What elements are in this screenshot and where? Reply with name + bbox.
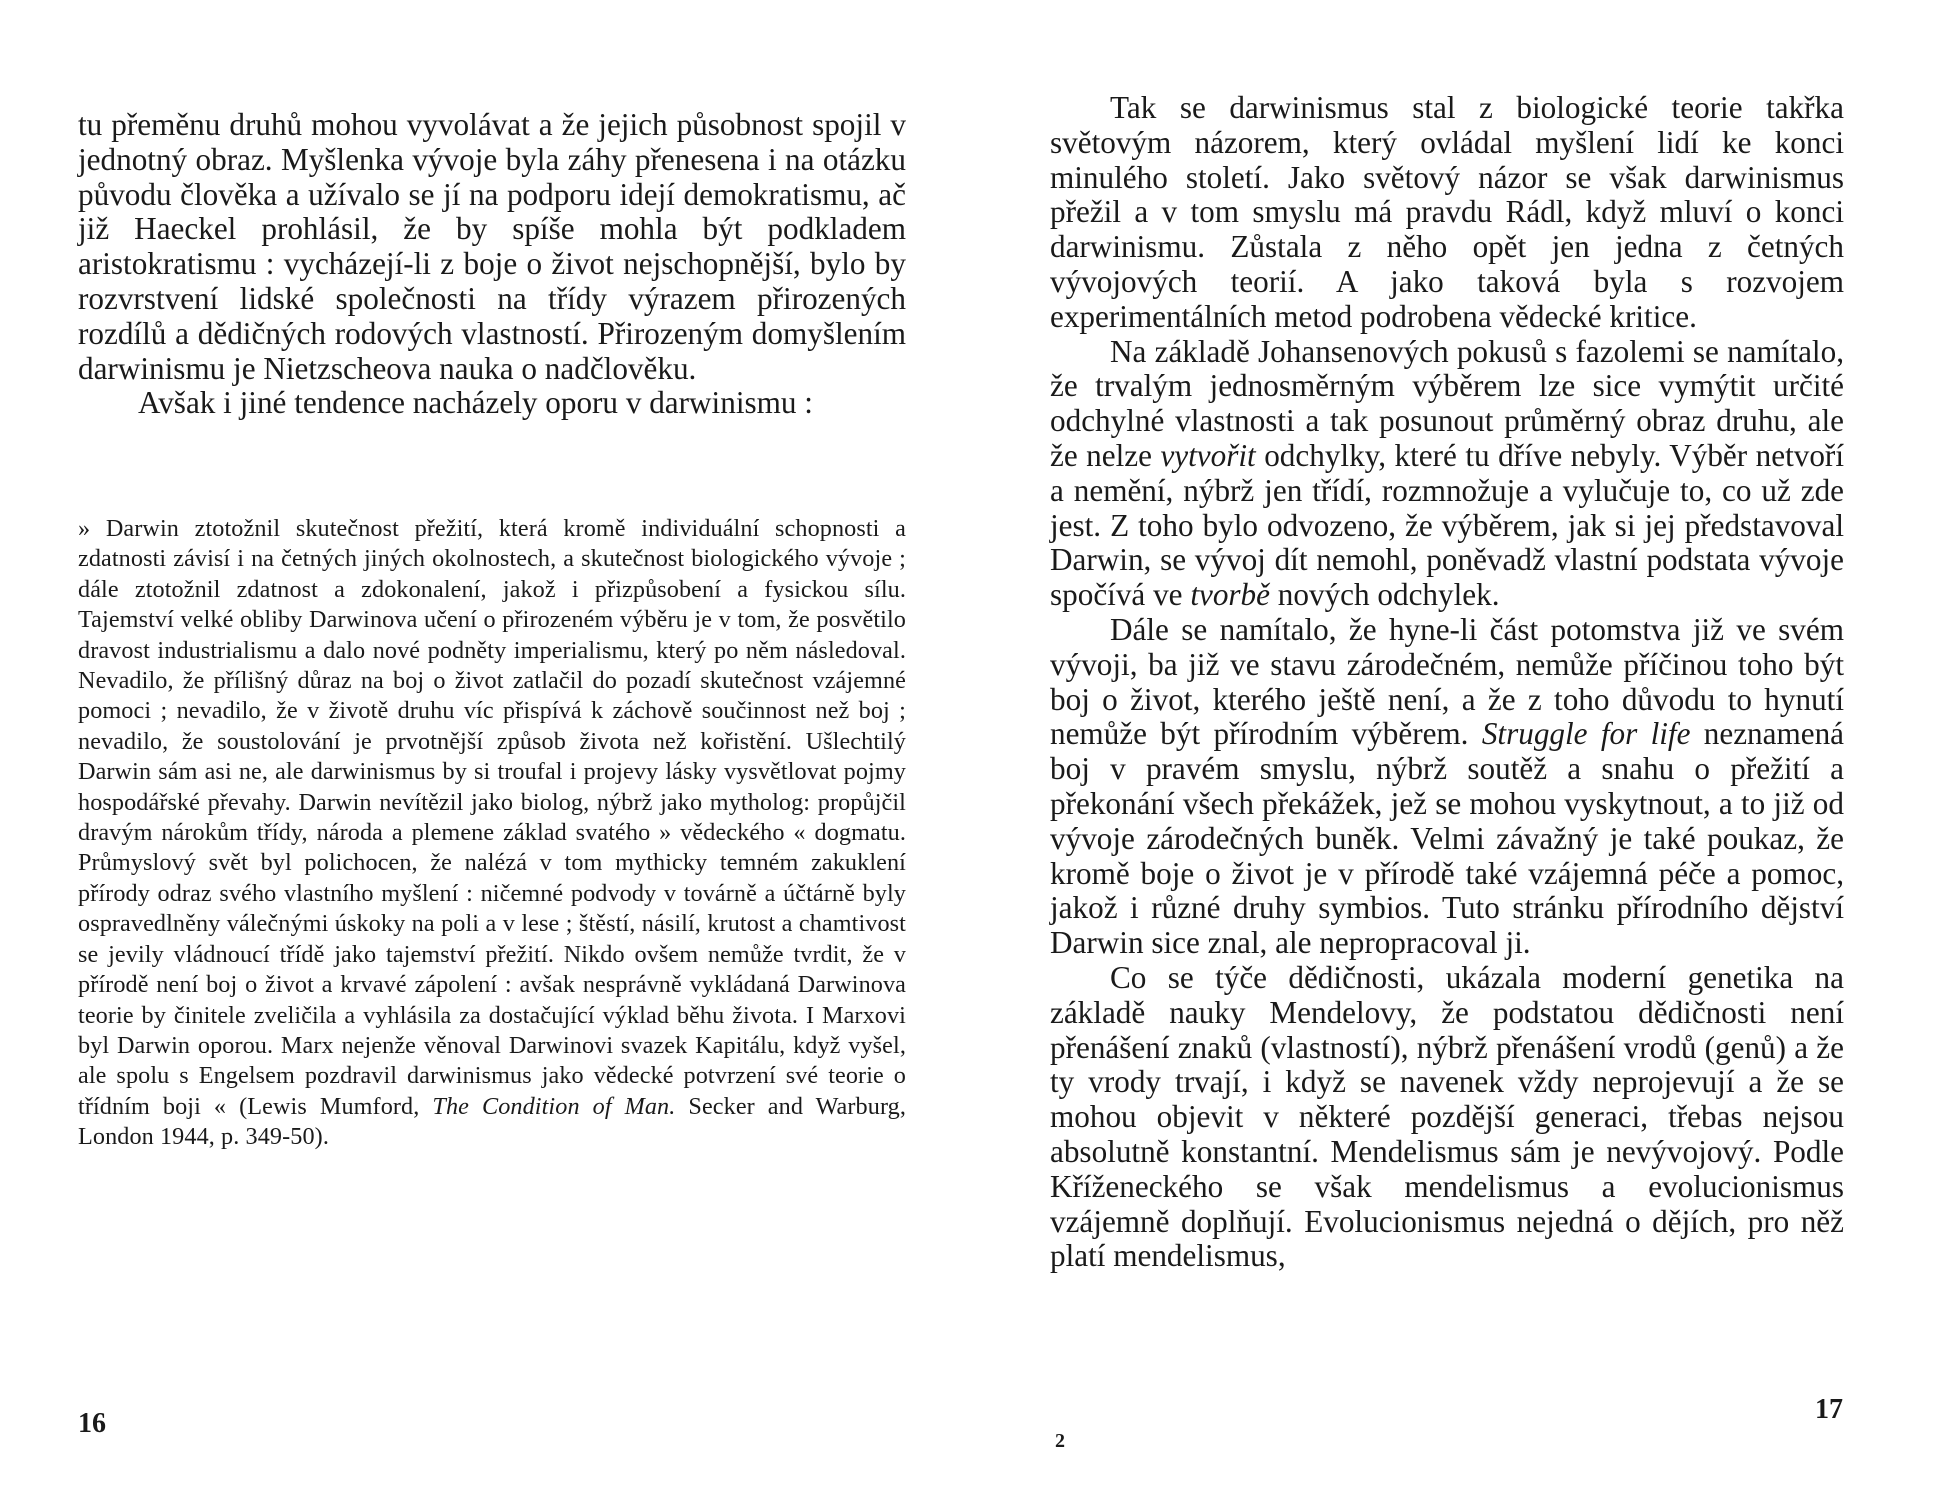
quote-text: » Darwin ztotožnil skutečnost přežití, která kromě individuální schopnosti a zdatnosti závisí i na četných jiných okolnostech, a skutečnost biologického vývoje ; dále ztotožnil zdatnost a zdokonalení, jakož i přizpůsobení a fysickou sílu. Tajemství velké obliby Darwinova učení o přirozeném výběru je v tom, že posvětilo dravost industrialismu a dalo nové podněty imperialismu, který po něm následoval. Nevadilo, že přílišný důraz na boj o život zatlačil do pozadí skutečnost vzájemné pomoci ; nevadilo, že v životě druhu víc přispívá k záchově součinnost než boj ; nevadilo, že soustolování je prvotnější způsob života než kořistění. Ušlechtilý Darwin sám asi ne, ale darwinismus by si troufal i projevy lásky vysvětlovat pojmy hospodářské převahy. Darwin nevítězil jako biolog, nýbrž jako mytholog: propůjčil dravým nárokům třídy, národa a plemene základ svatého » vědeckého « dogmatu. Průmyslový svět byl polichocen, že nalézá v tom mythicky temném zakuklení přírody odraz svého vlastního myšlení : ničemné podvody v továrně a účtárně byly ospravedlněny válečnými úskoky na poli a v lese ; štěstí, násilí, krutost a chamtivost se jevily vládnoucí třídě jako tajemství přežití. Nikdo ovšem nemůže tvrdit, že v přírodě není boj o život a krvavé zápolení : avšak nesprávně vykládaná Darwinova teorie by činitele zveličila a vyhlásila za dostačující výklad běhu života. I Marxovi byl Darwin oporou. Marx nejenže věnoval Darwinovi svazek Kapitálu, když vyšel, ale spolu s Engelsem pozdravil darwinismus jako vědecké potvrzení své teorie o třídním boji « (Lewis Mumford,	[78, 515, 906, 1120]
right-main-text	[1050, 91, 1844, 1274]
quote-paragraph	[78, 514, 906, 1153]
right-paragraph-3-part-a: Dále se namítalo, že hyne-li část potomstva již ve svém vývoji, ba již ve stavu zárodečném, nemůže příčinou toho být boj o život, kterého ještě není, a že z toho důvodu to hynutí nemůže být přírodním výběrem.	[1050, 611, 1844, 752]
right-paragraph-2	[1050, 335, 1844, 613]
citation-title: The Condition of Man.	[432, 1092, 676, 1120]
right-paragraph-3	[1050, 613, 1844, 961]
emphasis-struggle-for-life: Struggle for life	[1481, 716, 1691, 752]
right-paragraph-2-part-c: nových odchylek.	[1277, 577, 1500, 613]
right-paragraph-3-part-b: neznamená boj v pravém smyslu, nýbrž soutěž a snahu o přežití a překonání všech překážek, jež se mohou vyskytnout, a to již od vývoje zárodečných buněk. Velmi závažný je také poukaz, že kromě boje o život je v přírodě také vzájemná péče a pomoc, jakož i různé druhy symbios. Tuto stránku přírodního dějství Darwin sice znal, ale nepropracoval ji.	[1050, 716, 1845, 961]
page-number-left: 16	[78, 1408, 106, 1439]
block-quote	[78, 514, 906, 1153]
printer-signature-mark: 2	[1055, 1430, 1065, 1452]
left-paragraph-2: Avšak i jiné tendence nacházely oporu v darwinismu :	[138, 385, 813, 421]
right-paragraph-2-part-a: Na základě Johansenových pokusů s fazolemi se namítalo, že trvalým jednosměrným výběrem lze sice vymýtit určité odchylné vlastnosti a tak posunout průměrný obraz druhu, ale že nelze	[1050, 333, 1844, 473]
left-main-text	[78, 108, 906, 421]
right-paragraph-2-part-b: odchylky, které tu dříve nebyly. Výběr netvoří a nemění, nýbrž jen třídí, rozmnožuje a vylučuje to, co už zde jest. Z toho bylo odvozeno, že výběrem, jak si jej představoval Darwin, se vývoj dít nemohl, poněvadž vlastní podstata vývoje spočívá ve	[1050, 437, 1844, 613]
right-paragraph-4: Co se týče dědičnosti, ukázala moderní genetika na základě nauky Mendelovy, že podstatou dědičnosti není přenášení znaků (vlastností), nýbrž přenášení vrodů (genů) a že ty vrody trvají, i když se navenek vždy neprojevují a že se mohou objevit v některé pozdější generaci, třebas nejsou absolutně konstantní. Mendelismus sám je nevývojový. Podle Kříženeckého se však mendelismus a evolucionismus vzájemně doplňují. Evolucionismus nejedná o dějích, pro něž platí mendelismus,	[1050, 959, 1844, 1274]
left-paragraph-1: tu přeměnu druhů mohou vyvolávat a že jejich působnost spojil v jednotný obraz. Myšlenka vývoje byla záhy přenesena i na otázku původu člověka a užívalo se jí na podporu idejí demokratismu, ač již Haeckel prohlásil, že by spíše mohla být podkladem aristokratismu : vycházejí-li z boje o život nejschopnější, bylo by rozvrstvení lidské společnosti na třídy výrazem přirozených rozdílů a dědičných rodových vlastností. Přirozeným domyšlením darwinismu je Nietzscheova nauka o nadčlověku.	[78, 107, 906, 386]
right-paragraph-1: Tak se darwinismus stal z biologické teorie takřka světovým názorem, který ovládal myšlení lidí ke konci minulého století. Jako světový názor se však darwinismus přežil a v tom smyslu má pravdu Rádl, když mluví o konci darwinismu. Zůstala z něho opět jen jedna z četných vývojových teorií. A jako taková byla s rozvojem experimentálních metod podrobena vědecké kritice.	[1050, 90, 1844, 334]
emphasis-tvorbe: tvorbě	[1190, 577, 1270, 613]
citation-details: Secker and Warburg, London 1944, p. 349-50).	[78, 1092, 906, 1151]
emphasis-vytvorit: vytvořit	[1160, 437, 1256, 473]
page-number-right: 17	[1815, 1394, 1843, 1425]
